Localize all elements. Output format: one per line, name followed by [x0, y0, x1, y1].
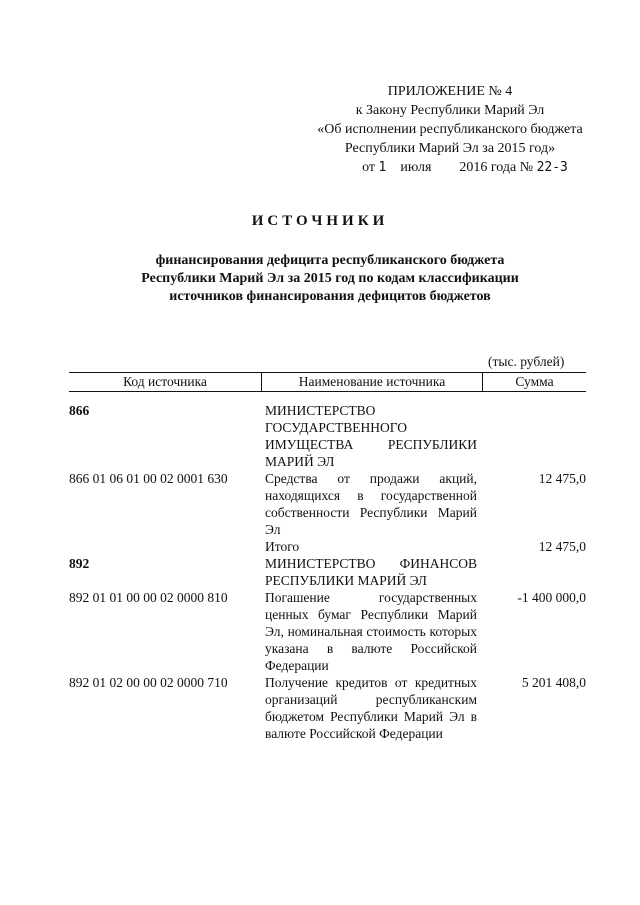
table-row [69, 674, 586, 742]
table-row [69, 555, 586, 589]
annex-date-line [362, 158, 568, 177]
date-day: 1 [378, 160, 387, 175]
annex-republic-line: Республики Марий Эл за 2015 год» [344, 141, 556, 156]
annex-subject-line: «Об исполнении республиканского бюджета [317, 122, 583, 137]
row-name: МИНИСТЕРСТВО ГОСУДАРСТВЕННОГО ИМУЩЕСТВА РЕСПУБЛИКИ МАРИЙ ЭЛ [265, 403, 477, 469]
units-label: (тыс. рублей) [488, 354, 565, 369]
row-code: 866 [69, 403, 90, 418]
row-sum: 12 475,0 [538, 471, 586, 486]
date-prefix: от [362, 160, 376, 175]
subtitle-line-1: финансирования дефицита республиканского бюджета [155, 253, 505, 268]
row-name: МИНИСТЕРСТВО ФИНАНСОВ РЕСПУБЛИКИ МАРИЙ ЭЛ [265, 556, 477, 588]
annex-header [250, 82, 640, 177]
row-sum: 5 201 408,0 [521, 675, 586, 690]
header-code: Код источника [69, 373, 262, 391]
sources-table [69, 372, 586, 742]
row-sum: -1 400 000,0 [517, 590, 586, 605]
date-year: 2016 года № [459, 160, 534, 175]
row-code: 892 01 01 00 00 02 0000 810 [69, 590, 228, 605]
table-row [69, 589, 586, 674]
row-code: 892 [69, 556, 90, 571]
row-sum: 12 475,0 [538, 539, 586, 554]
row-sum [477, 555, 586, 589]
table-row [69, 402, 586, 470]
row-name: Получение кредитов от кредитных организаций республиканским бюджетом Республики Марий Эл в валюте Российской Федерации [265, 675, 477, 741]
table-row [69, 470, 586, 538]
header-sum: Сумма [515, 374, 554, 389]
table-row [69, 538, 586, 555]
row-name: Средства от продажи акций, находящихся в государственной собственности Республики Марий Эл [265, 471, 477, 537]
annex-title: ПРИЛОЖЕНИЕ № 4 [387, 84, 513, 99]
row-code: 892 01 02 00 00 02 0000 710 [69, 675, 228, 690]
subtitle-line-2: Республики Марий Эл за 2015 год по кодам классификации [141, 271, 519, 286]
row-code: 866 01 06 01 00 02 0001 630 [69, 471, 228, 486]
header-name: Наименование источника [262, 373, 483, 391]
subtitle-line-3: источников финансирования дефицитов бюджетов [169, 289, 491, 304]
row-name: Погашение государственных ценных бумаг Республики Марий Эл, номинальная стоимость которых указана в валюте Российской Федерации [265, 590, 477, 673]
annex-law-line: к Закону Республики Марий Эл [355, 103, 545, 118]
row-sum [477, 402, 586, 470]
document-title: ИСТОЧНИКИ [251, 213, 389, 229]
table-header [69, 372, 586, 392]
row-code [69, 538, 265, 555]
date-number: 22-З [536, 160, 568, 175]
row-name: Итого [265, 539, 300, 554]
date-month: июля [400, 160, 432, 175]
table-body [69, 402, 586, 742]
document-subtitle [100, 252, 560, 306]
